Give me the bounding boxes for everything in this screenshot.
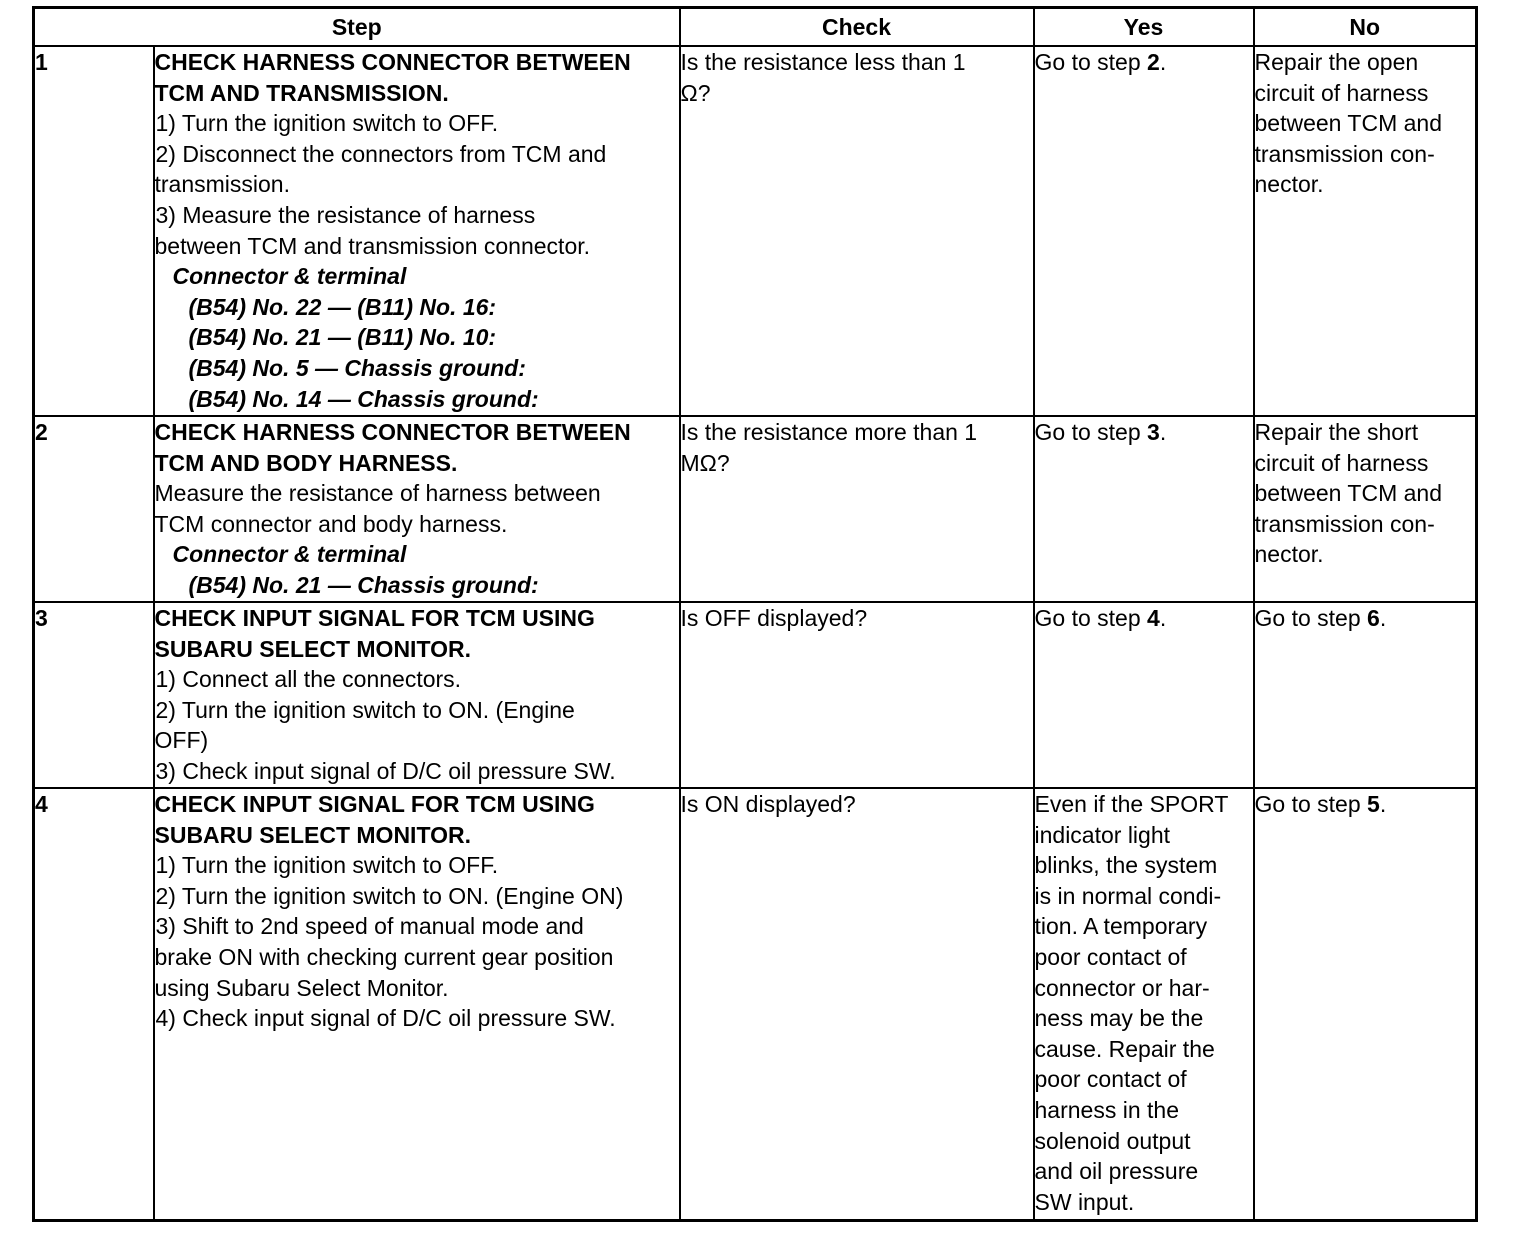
no-cell [1254, 602, 1477, 788]
yes-text: SW input. [1034, 1188, 1135, 1215]
yes-text: poor contact of [1034, 943, 1187, 970]
step-title: SUBARU SELECT MONITOR. [154, 635, 471, 662]
yes-text: connector or har- [1034, 974, 1210, 1001]
yes-text-suffix: . [1159, 605, 1167, 631]
yes-cell [1034, 416, 1254, 602]
no-text: nector. [1254, 541, 1324, 568]
step-number: 2 [34, 416, 154, 602]
yes-text: cause. Repair the [1034, 1035, 1215, 1062]
step-instruction: 4) Check input signal of D/C oil pressure SW. [155, 1005, 616, 1032]
yes-text: tion. A temporary [1034, 913, 1208, 940]
step-instruction: transmission. [154, 171, 290, 198]
connector-terminal: (B54) No. 5 — Chassis ground: [188, 354, 526, 381]
yes-text: Go to step [1034, 49, 1148, 75]
check-cell [680, 416, 1034, 602]
step-instruction: using Subaru Select Monitor. [154, 974, 449, 1001]
step-title: CHECK INPUT SIGNAL FOR TCM USING [154, 791, 595, 817]
no-text: transmission con- [1254, 140, 1435, 167]
no-text: circuit of harness [1254, 79, 1429, 106]
header-row [34, 8, 1477, 47]
yes-text: poor contact of [1034, 1066, 1187, 1093]
no-text: Go to step [1254, 605, 1368, 631]
connector-terminal: (B54) No. 21 — Chassis ground: [188, 571, 539, 598]
no-text: Repair the open [1254, 49, 1419, 75]
yes-text: blinks, the system [1034, 852, 1218, 879]
yes-cell [1034, 788, 1254, 1221]
step-instruction: 3) Check input signal of D/C oil pressure SW. [155, 757, 616, 784]
step-instruction: 1) Turn the ignition switch to OFF. [155, 110, 499, 137]
step-instruction: 2) Turn the ignition switch to ON. (Engine ON) [155, 882, 624, 909]
yes-text: Even if the SPORT [1034, 791, 1229, 817]
step-title: CHECK HARNESS CONNECTOR BETWEEN [154, 49, 631, 75]
yes-text: indicator light [1034, 821, 1171, 848]
yes-cell [1034, 46, 1254, 416]
yes-step-ref: 4 [1147, 605, 1160, 631]
connector-terminal: (B54) No. 22 — (B11) No. 16: [188, 293, 497, 320]
step-number: 4 [34, 788, 154, 1221]
yes-text: Go to step [1034, 419, 1148, 445]
yes-text: is in normal condi- [1034, 882, 1222, 909]
step-description [154, 416, 680, 602]
check-text: Is OFF displayed? [680, 605, 868, 631]
no-text: nector. [1254, 171, 1324, 198]
no-text-suffix: . [1379, 605, 1387, 631]
yes-text-suffix: . [1159, 419, 1167, 445]
no-cell [1254, 788, 1477, 1221]
step-title: CHECK HARNESS CONNECTOR BETWEEN [154, 419, 631, 445]
step-instruction: 2) Turn the ignition switch to ON. (Engine [155, 696, 575, 723]
step-description [154, 788, 680, 1221]
check-text: Is the resistance less than 1 [680, 49, 966, 75]
no-text: between TCM and [1254, 480, 1443, 507]
diagnostic-table [32, 6, 1478, 1222]
step-instruction: 1) Turn the ignition switch to OFF. [155, 852, 499, 879]
step-description [154, 46, 680, 416]
no-text: transmission con- [1254, 510, 1435, 537]
step-instruction: between TCM and transmission connector. [154, 232, 591, 259]
yes-cell [1034, 602, 1254, 788]
step-instruction: 3) Shift to 2nd speed of manual mode and [155, 913, 584, 940]
step-title: TCM AND BODY HARNESS. [154, 449, 458, 476]
table-row [34, 46, 1477, 416]
check-text: Is ON displayed? [680, 791, 856, 817]
header-step: Step [34, 8, 680, 47]
no-text: Go to step [1254, 791, 1368, 817]
step-instruction: 1) Connect all the connectors. [155, 666, 462, 693]
check-text: MΩ? [680, 449, 730, 476]
table-row [34, 416, 1477, 602]
connector-heading: Connector & terminal [172, 263, 407, 290]
yes-step-ref: 2 [1147, 49, 1160, 75]
yes-text: harness in the [1034, 1096, 1179, 1123]
check-cell [680, 602, 1034, 788]
no-text-suffix: . [1379, 791, 1387, 817]
check-text: Is the resistance more than 1 [680, 419, 978, 445]
step-title: CHECK INPUT SIGNAL FOR TCM USING [154, 605, 595, 631]
table-row [34, 788, 1477, 1221]
table-row [34, 602, 1477, 788]
step-instruction: 2) Disconnect the connectors from TCM and [155, 140, 607, 167]
yes-text: ness may be the [1034, 1005, 1204, 1032]
step-instruction: OFF) [154, 727, 209, 754]
yes-text: and oil pressure [1034, 1158, 1199, 1185]
no-text: between TCM and [1254, 110, 1443, 137]
no-step-ref: 6 [1367, 605, 1380, 631]
step-instruction: 3) Measure the resistance of harness [155, 201, 536, 228]
step-instruction: TCM connector and body harness. [154, 510, 508, 537]
no-cell [1254, 46, 1477, 416]
step-title: TCM AND TRANSMISSION. [154, 79, 449, 106]
connector-heading: Connector & terminal [172, 541, 407, 568]
step-number: 1 [34, 46, 154, 416]
check-cell [680, 788, 1034, 1221]
check-cell [680, 46, 1034, 416]
header-check: Check [680, 8, 1034, 47]
step-instruction: brake ON with checking current gear position [154, 943, 614, 970]
connector-terminal: (B54) No. 14 — Chassis ground: [188, 385, 539, 412]
yes-text: solenoid output [1034, 1127, 1191, 1154]
connector-terminal: (B54) No. 21 — (B11) No. 10: [188, 324, 497, 351]
step-instruction: Measure the resistance of harness between [154, 480, 601, 507]
no-text: Repair the short [1254, 419, 1419, 445]
yes-step-ref: 3 [1147, 419, 1160, 445]
yes-text-suffix: . [1159, 49, 1167, 75]
check-text: Ω? [680, 79, 711, 106]
header-no: No [1254, 8, 1477, 47]
step-description [154, 602, 680, 788]
step-number: 3 [34, 602, 154, 788]
step-title: SUBARU SELECT MONITOR. [154, 821, 471, 848]
header-yes: Yes [1034, 8, 1254, 47]
no-step-ref: 5 [1367, 791, 1380, 817]
no-text: circuit of harness [1254, 449, 1429, 476]
yes-text: Go to step [1034, 605, 1148, 631]
no-cell [1254, 416, 1477, 602]
